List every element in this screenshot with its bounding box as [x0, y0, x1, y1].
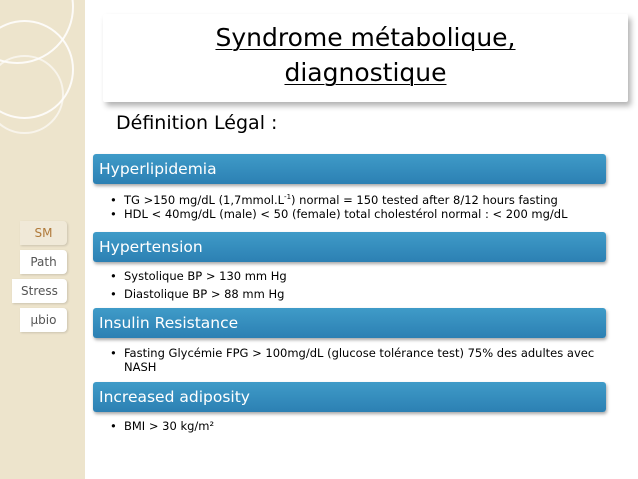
bullet-item [110, 287, 615, 301]
section-bullets-hyperlipidemia [110, 193, 615, 221]
nav-tab-path[interactable]: Path [20, 250, 67, 274]
bullet-text: TG >150 mg/dL (1,7mmol.L [124, 193, 285, 207]
bullet-superscript: -1 [284, 193, 292, 202]
section-header-increased-adiposity: Increased adiposity [93, 382, 606, 412]
section-header-hyperlipidemia: Hyperlipidemia [93, 154, 606, 184]
bullet-text: ) normal = 150 tested after 8/12 hours fasting [291, 193, 558, 207]
section-bullets-hypertension [110, 269, 615, 301]
bullet-text: HDL < 40mg/dL (male) < 50 (female) total cholestérol normal : < 200 mg/dL [124, 207, 568, 221]
bullet-text: Fasting Glycémie FPG > 100mg/dL (glucose tolérance test) 75% des adultes avec NASH [124, 346, 595, 374]
nav-tab-stress[interactable]: Stress [12, 279, 67, 303]
bullet-text: Systolique BP > 130 mm Hg [124, 269, 287, 283]
bullet-text: Diastolique BP > 88 mm Hg [124, 287, 285, 301]
title-line-2: diagnostique [284, 58, 447, 87]
section-bullets-increased-adiposity [110, 419, 615, 433]
section-header-insulin-resistance: Insulin Resistance [93, 308, 606, 338]
title-line-1: Syndrome métabolique, [215, 23, 516, 52]
bullet-item [110, 419, 615, 433]
bullet-item [110, 346, 600, 374]
nav-tab-ubio[interactable]: µbio [20, 308, 67, 332]
nav-tab-sm[interactable]: SM [20, 221, 67, 245]
bullet-item [110, 193, 615, 207]
bullet-item [110, 269, 615, 283]
slide-subtitle: Définition Légal : [116, 112, 278, 134]
bullet-item [110, 207, 615, 221]
section-bullets-insulin-resistance [110, 346, 600, 374]
section-header-hypertension: Hypertension [93, 232, 606, 262]
bullet-text: BMI > 30 kg/m² [124, 419, 215, 433]
slide-title [103, 20, 628, 90]
